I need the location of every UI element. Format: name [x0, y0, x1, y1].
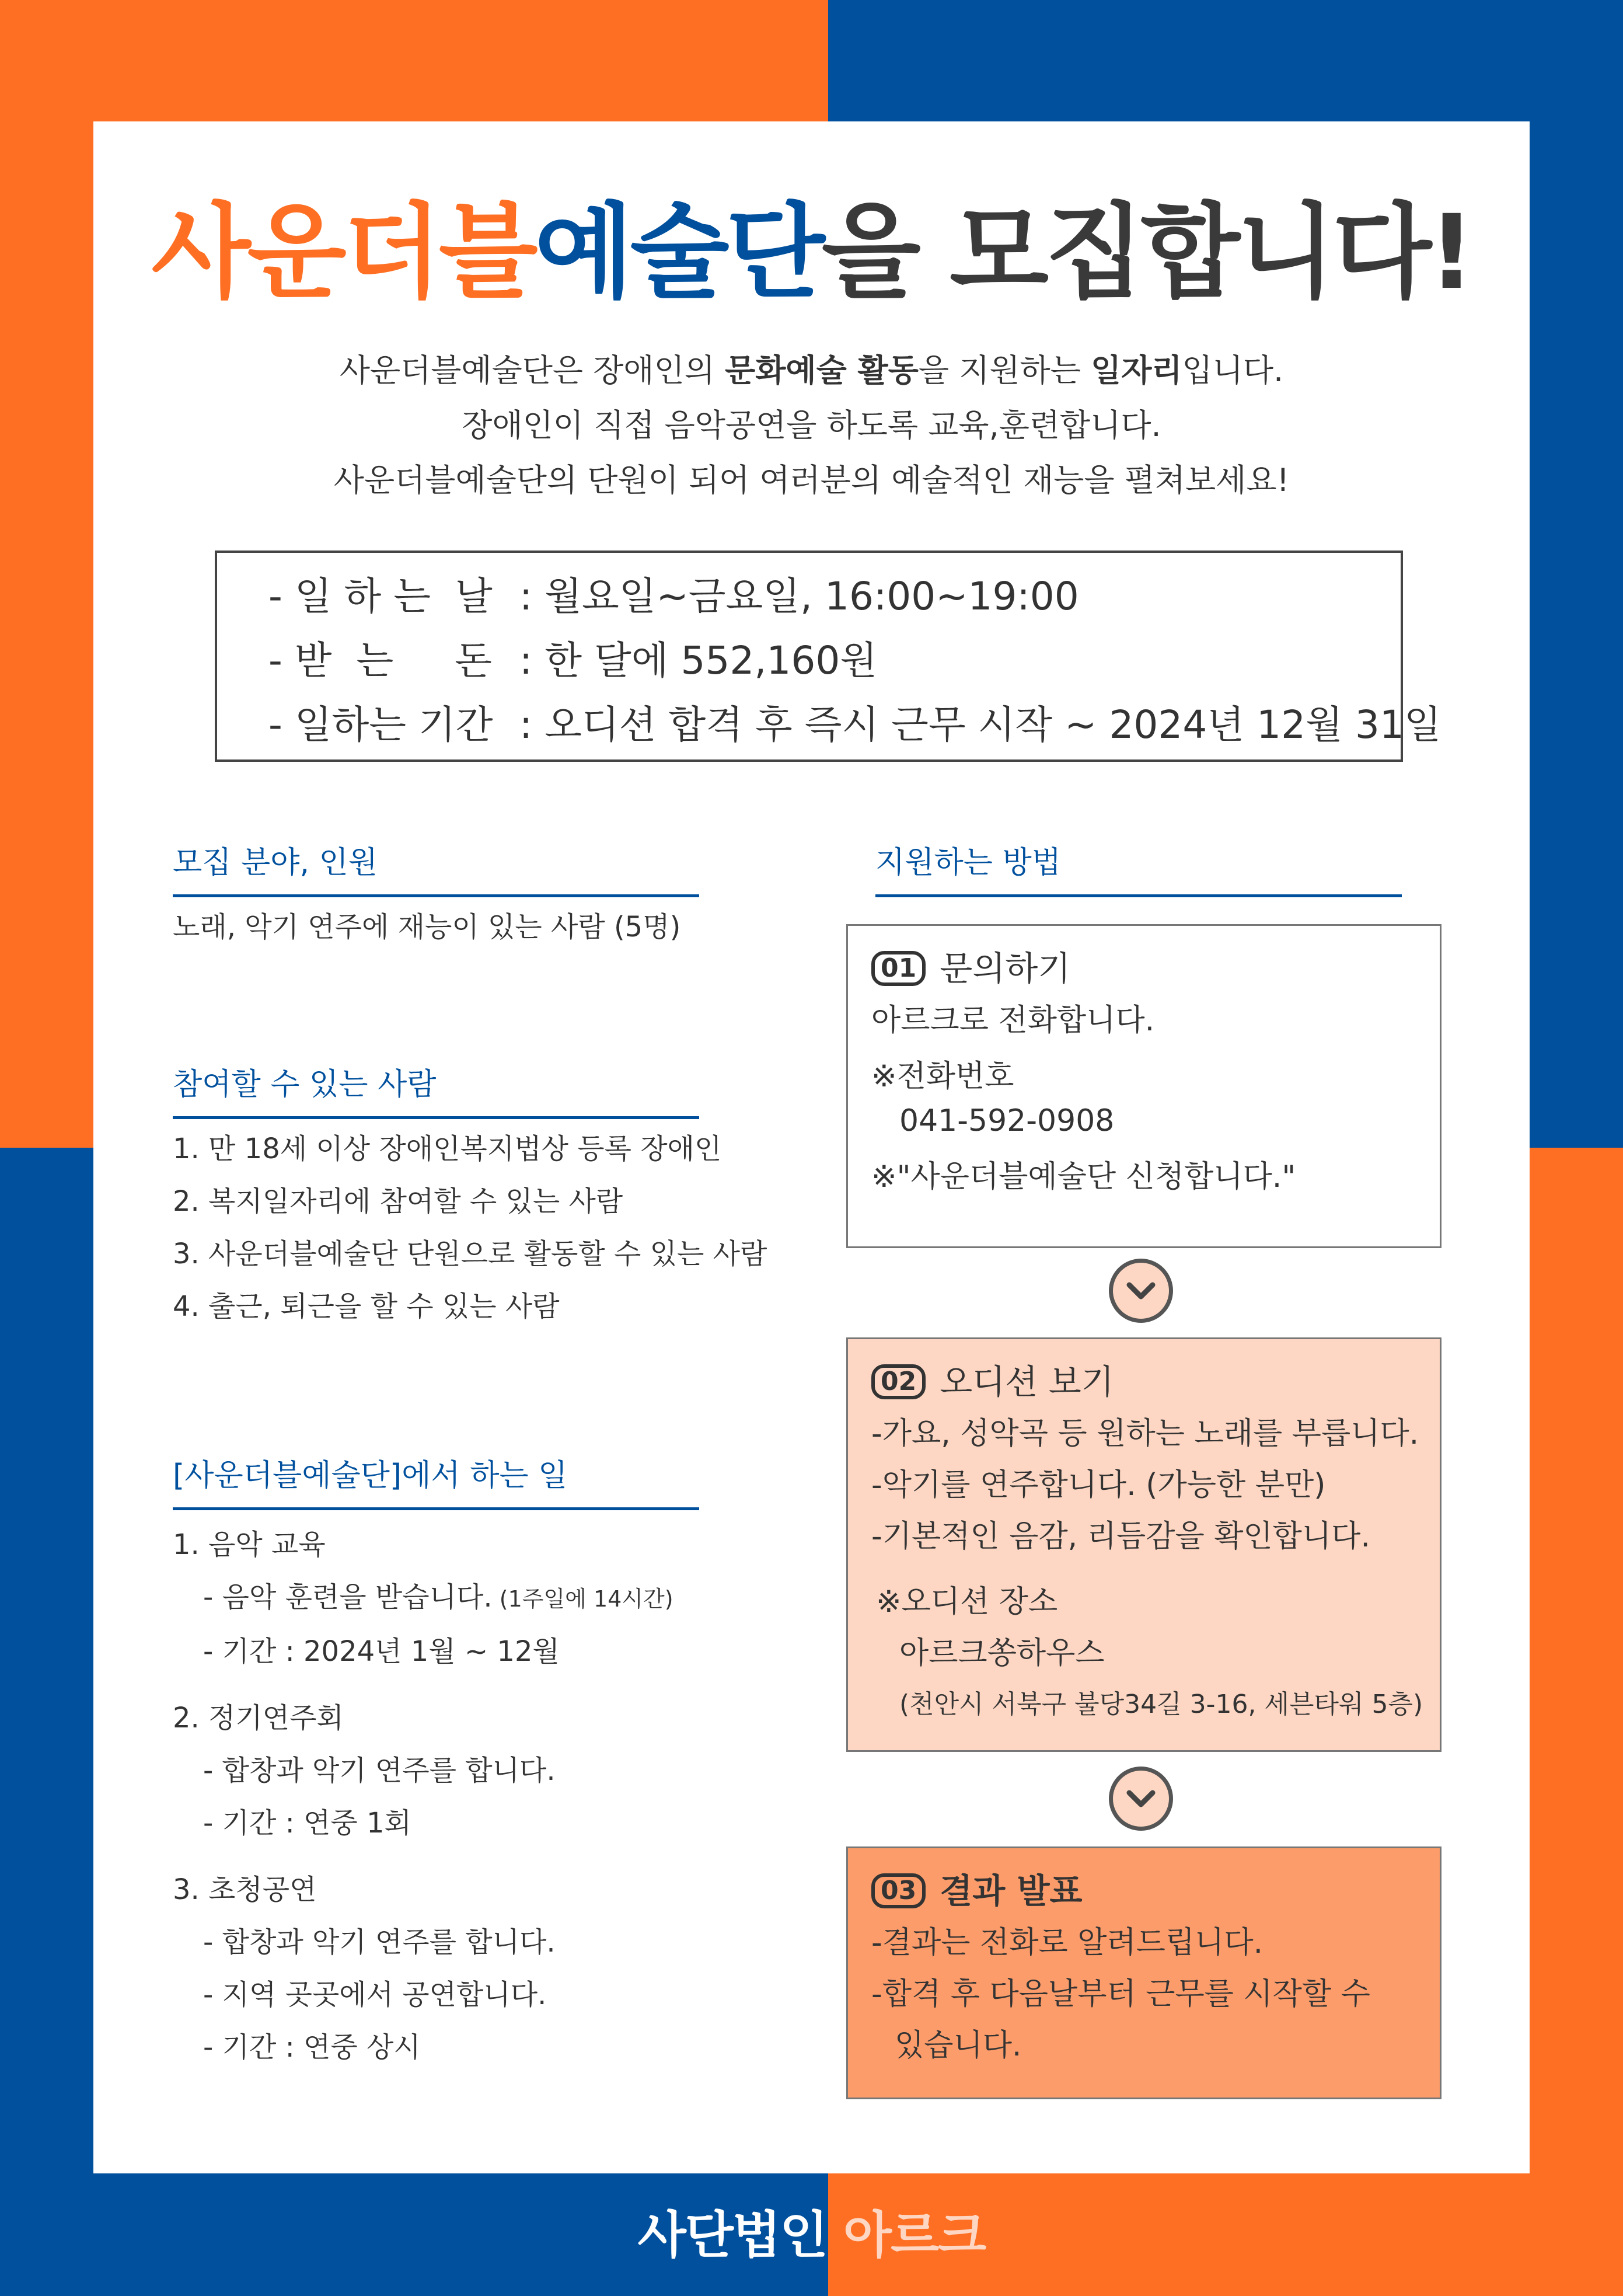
- info-line-pay: [268, 629, 1401, 693]
- duty-line: - 기간 : 연중 상시: [203, 2031, 421, 2064]
- step-title: 결과 발표: [940, 1871, 1083, 1911]
- section-body: [173, 1123, 767, 1333]
- duty-line: - 지역 곳곳에서 공연합니다.: [203, 1978, 547, 2011]
- section-body: [173, 901, 699, 953]
- list-item: 2. 복지일자리에 참여할 수 있는 사람: [173, 1185, 623, 1218]
- footer-org-name: 아르크: [843, 2206, 986, 2264]
- title-part-orange: 사운더블: [151, 193, 535, 312]
- step-header: [871, 1356, 1440, 1408]
- step-audition: [846, 1337, 1441, 1752]
- list-item: 1. 만 18세 이상 장애인복지법상 등록 장애인: [173, 1133, 722, 1165]
- duty-note: (1주일에 14시간): [492, 1586, 673, 1612]
- step-body: [871, 1917, 1440, 2071]
- intro-line1-c: 을 지원하는: [918, 352, 1091, 389]
- step-result: [846, 1846, 1441, 2099]
- duty-line: [173, 1571, 699, 1625]
- info-label: - 일 하 는 날: [268, 574, 493, 619]
- step-line: ※오디션 장소: [876, 1584, 1058, 1619]
- step-line: -악기를 연주합니다. (가능한 분만): [871, 1468, 1326, 1503]
- footer-org-prefix: 사단법인: [637, 2206, 843, 2264]
- poster-card: [93, 121, 1530, 2173]
- step-header: [871, 1865, 1440, 1917]
- step-line: ※"사운더블예술단 신청합니다.": [871, 1159, 1296, 1194]
- section-heading: 참여할 수 있는 사람: [173, 1061, 699, 1119]
- duty-line: - 기간 : 2024년 1월 ~ 12월: [203, 1635, 560, 1668]
- step-line: 아르크로 전화합니다.: [871, 1003, 1155, 1038]
- step-line: -가요, 성악곡 등 원하는 노래를 부릅니다.: [871, 1416, 1419, 1451]
- duty-text: - 음악 훈련을 받습니다.: [203, 1581, 493, 1614]
- audition-address: (천안시 서북구 불당34길 3-16, 세븐타워 5층): [899, 1689, 1423, 1719]
- step-line: ※전화번호: [871, 1059, 1014, 1094]
- info-value: : 월요일~금요일, 16:00~19:00: [519, 574, 1079, 619]
- duty-group-title: 1. 음악 교육: [173, 1528, 326, 1561]
- step-inquiry: [846, 924, 1441, 1248]
- chevron-down-icon: [1109, 1767, 1173, 1831]
- list-item: 3. 사운더블예술단 단원으로 활동할 수 있는 사람: [173, 1238, 767, 1270]
- section-apply: [875, 839, 1402, 897]
- footer-organization: [0, 2175, 1623, 2296]
- step-body: [871, 1408, 1440, 1730]
- section-duties: [173, 1452, 699, 2074]
- section-heading: [사운더블예술단]에서 하는 일: [173, 1452, 699, 1510]
- step-line: 있습니다.: [895, 2028, 1022, 2063]
- duty-line: - 기간 : 연중 1회: [203, 1807, 411, 1839]
- page-title: [93, 191, 1530, 314]
- info-line-workday: [268, 565, 1401, 629]
- duty-line: - 합창과 악기 연주를 합니다.: [203, 1754, 556, 1787]
- chevron-down-icon: [1109, 1259, 1173, 1323]
- info-line-period: [268, 693, 1441, 757]
- step-number-badge: 02: [871, 1364, 926, 1399]
- duty-group-title: 2. 정기연주회: [173, 1702, 344, 1734]
- phone-number: 041-592-0908: [899, 1103, 1115, 1138]
- title-part-dark: 을 모집합니다!: [821, 193, 1472, 312]
- job-info-box: [215, 551, 1441, 762]
- step-line: -결과는 전화로 알려드립니다.: [871, 1925, 1264, 1960]
- title-part-blue: 예술단: [534, 193, 822, 312]
- intro-line-3: 사운더블예술단의 단원이 되어 여러분의 예술적인 재능을 펼쳐보세요!: [333, 462, 1290, 499]
- section-eligible: [173, 1061, 767, 1333]
- intro-line1-bold-2: 일자리: [1091, 352, 1182, 389]
- intro-line-2: 장애인이 직접 음악공연을 하도록 교육,훈련합니다.: [462, 407, 1161, 444]
- duty-line: - 합창과 악기 연주를 합니다.: [203, 1926, 556, 1959]
- intro-line-1: [93, 343, 1530, 398]
- recruit-text: 노래, 악기 연주에 재능이 있는 사람 (5명): [173, 911, 681, 943]
- intro-line1-a: 사운더블예술단은 장애인의: [339, 352, 725, 389]
- step-body: [871, 995, 1440, 1203]
- section-body: [173, 1518, 699, 2074]
- info-label: - 일하는 기간: [268, 702, 493, 747]
- audition-venue: 아르크쏭하우스: [899, 1636, 1105, 1671]
- info-value: : 한 달에 552,160원: [519, 638, 878, 683]
- duty-group-title: 3. 초청공연: [173, 1873, 317, 1906]
- section-heading: 모집 분야, 인원: [173, 839, 699, 897]
- step-line: -기본적인 음감, 리듬감을 확인합니다.: [871, 1519, 1370, 1554]
- intro-line1-e: 입니다.: [1182, 352, 1284, 389]
- info-value: : 오디션 합격 후 즉시 근무 시작 ~ 2024년 12월 31일: [519, 702, 1441, 747]
- step-title: 오디션 보기: [940, 1362, 1114, 1402]
- info-label: - 받 는 돈: [268, 638, 492, 683]
- section-heading: 지원하는 방법: [875, 839, 1402, 897]
- list-item: 4. 출근, 퇴근을 할 수 있는 사람: [173, 1290, 560, 1323]
- section-recruit: [173, 839, 699, 953]
- step-number-badge: 03: [871, 1873, 926, 1908]
- step-title: 문의하기: [940, 949, 1071, 988]
- step-number-badge: 01: [871, 951, 926, 986]
- intro-line1-bold-1: 문화예술 활동: [725, 352, 919, 389]
- step-line: -합격 후 다음날부터 근무를 시작할 수: [871, 1977, 1370, 2012]
- step-header: [871, 942, 1440, 995]
- intro-text: [93, 343, 1530, 508]
